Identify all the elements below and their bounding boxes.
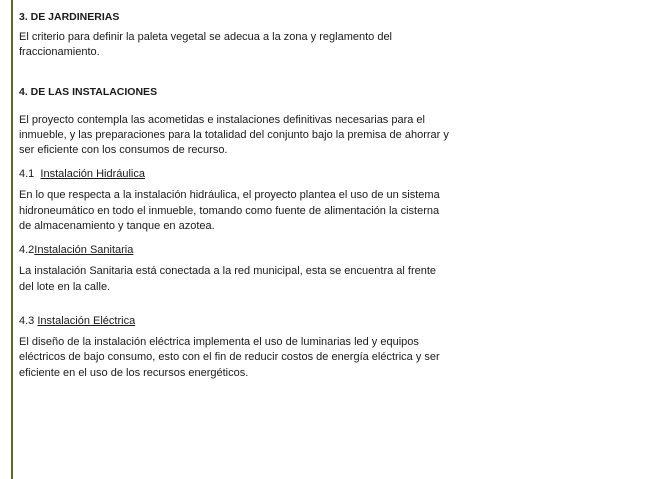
subsection-title-hidraulica — [19, 167, 449, 182]
subsection-number: 4.1 — [19, 168, 35, 181]
paragraph-hidraulica: En lo que respecta a la instalación hidráulica, el proyecto plantea el uso de un sistema hidroneumático en todo el inmueble, tomando como fuente de alimentación la cisterna de almacenamiento y tanque en azotea. — [19, 189, 440, 233]
paragraph-sanitaria: La instalación Sanitaria está conectada a la red municipal, esta se encuentra al frente del lote en la calle. — [19, 265, 437, 293]
page-left-rule — [11, 0, 13, 479]
subsection-title-sanitaria — [19, 243, 449, 258]
section-heading-instalaciones: 4. DE LAS INSTALACIONES — [19, 85, 158, 98]
document-body — [19, 10, 449, 381]
subsection-number: 4.3 — [19, 314, 35, 327]
subsection-title-text: Instalación Sanitaria — [34, 244, 134, 257]
subsection-title-text: Instalación Eléctrica — [37, 314, 136, 327]
subsection-title-electrica — [19, 314, 449, 329]
paragraph-jardinerias: El criterio para definir la paleta vegetal se adecua a la zona y reglamento del fraccionamiento. — [19, 31, 393, 59]
paragraph-instalaciones: El proyecto contempla las acometidas e instalaciones definitivas necesarias para el inmueble, y las preparaciones para la totalidad del conjunto bajo la premisa de ahorrar y ser eficiente con los consumos de recurso. — [19, 113, 449, 157]
subsection-number: 4.2 — [19, 244, 35, 257]
paragraph-electrica: El diseño de la instalación eléctrica implementa el uso de luminarias led y equipos eléctricos de bajo consumo, esto con el fin de reducir costos de energía eléctrica y ser eficiente en el uso de los recursos energéticos. — [19, 335, 440, 379]
section-heading-jardinerias: 3. DE JARDINERIAS — [19, 11, 120, 23]
subsection-title-text: Instalación Hidráulica — [40, 168, 145, 181]
